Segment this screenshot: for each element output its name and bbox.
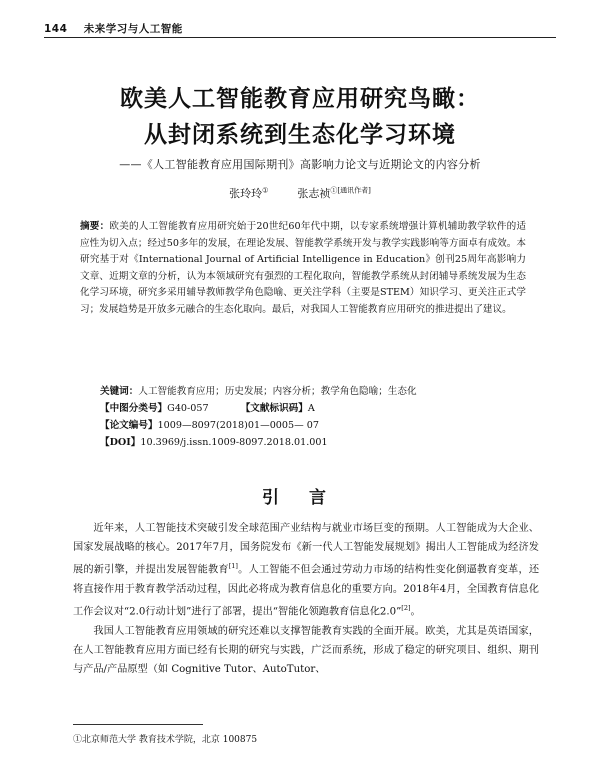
footnote: ①北京师范大学 教育技术学院，北京 100875 [73, 735, 258, 745]
paragraph [73, 519, 539, 622]
doc-code-label: 【文献标识码】 [240, 403, 308, 414]
paragraph [73, 622, 539, 680]
doi [100, 435, 530, 451]
page-number: 144 [44, 23, 68, 35]
author-name: 张志祯 [297, 187, 331, 200]
header-rule [44, 37, 556, 38]
authors [0, 185, 600, 201]
abstract-text: 欧美的人工智能教育应用研究始于20世纪60年代中期，以专家系统增强计算机辅助教学软件的适应性为切入点；经过50多年的发展，在理论发展、智能教学系统开发与教学实践影响等方面卓有成效。本研究基于对《International Journal of Artificial Intelligence in Education》创刊25周年高影响力文章、近期文章的分析，认为本领域研究有强烈的工程化取向，智能教学系统从封闭辅导系统发展为生态化学习环境，研究多采用辅导教师教学角色隐喻、更关注学科（主要是STEM）知识学习、更关注正式学习；发展趋势是开放多元融合的生态化取向。最后，对我国人工智能教育应用研究的推进提出了建议。 [80, 221, 527, 315]
article-number-label: 【论文编号】 [100, 420, 158, 431]
keywords-label: 关键词： [100, 386, 139, 397]
abstract-label: 摘要： [80, 221, 110, 232]
author-mark: ①[通讯作者] [330, 186, 371, 195]
section-title: 引 言 [262, 488, 338, 508]
doi-value: 10.3969/j.issn.1009-8097.2018.01.001 [140, 437, 328, 448]
keywords [100, 384, 530, 400]
title-line-1: 欧美人工智能教育应用研究鸟瞰： [120, 86, 480, 112]
journal-name: 未来学习与人工智能 [83, 23, 183, 35]
paragraph-text: 。 [410, 606, 421, 618]
clc-value: G40-057 [167, 403, 209, 414]
clc-label: 【中图分类号】 [100, 403, 168, 414]
title-line-2: 从封闭系统到生态化学习环境 [144, 122, 456, 148]
paragraph-text: 。人工智能不但会通过劳动力市场的结构性变化倒逼教育变革，还将直接作用于教育教学活动过程，因此必将成为教育信息化的重要方向。2018年4月，全国教育信息化工作会议对“2.0行动计划”进行了部署，提出“智能化领跑教育信息化2.0” [73, 564, 540, 618]
subtitle: ——《人工智能教育应用国际期刊》高影响力论文与近期论文的内容分析 [119, 158, 481, 171]
citation: [1] [228, 562, 238, 571]
classification [100, 401, 530, 417]
article-number-value: 1009—8097(2018)01—0005— 07 [157, 420, 319, 431]
keywords-text: 人工智能教育应用；历史发展；内容分析；教学角色隐喻；生态化 [138, 386, 417, 397]
paragraph-text: 我国人工智能教育应用领域的研究还难以支撑智能教育实践的全面开展。欧美，尤其是英语国家，在人工智能教育应用方面已经有长期的研究与实践，广泛而系统，形成了稳定的研究项目、组织、期刊与产品/产品原型（如 Cognitive Tutor、AutoTutor、 [73, 625, 539, 676]
abstract [80, 219, 526, 318]
article-number [100, 418, 530, 434]
author-name: 张玲玲 [229, 187, 263, 200]
doi-label: 【DOI】 [100, 437, 141, 448]
running-header [44, 21, 556, 36]
body-text [73, 519, 539, 679]
citation: [2] [401, 604, 411, 613]
footnote-rule [73, 724, 203, 725]
paragraph-text: 近年来，人工智能技术突破引发全球范围产业结构与就业市场巨变的预期。人工智能成为大企业、国家发展战略的核心。2017年7月，国务院发布《新一代人工智能发展规划》揭出人工智能成为经济发展的新引擎，并提出发展智能教育 [73, 523, 539, 576]
author-mark: ① [262, 186, 269, 195]
doc-code-value: A [307, 403, 315, 414]
